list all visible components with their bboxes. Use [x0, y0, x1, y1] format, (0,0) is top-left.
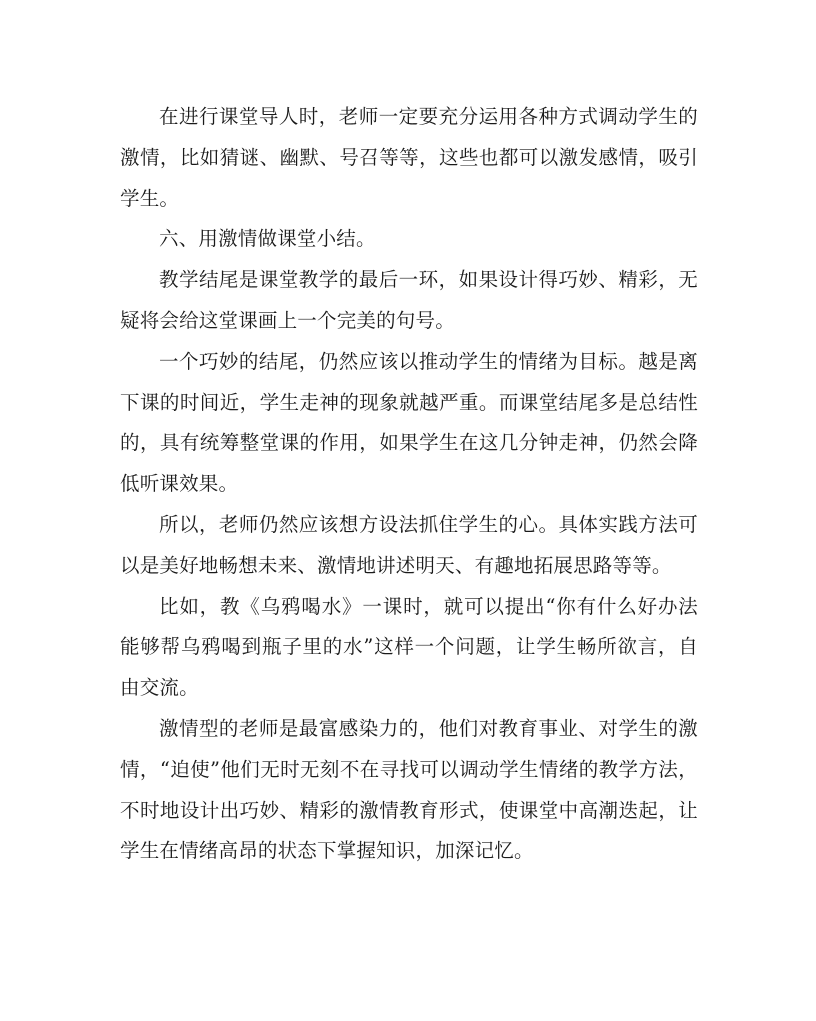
paragraph-example: 比如，教《乌鸦喝水》一课时，就可以提出“你有什么好办法能够帮乌鸦喝到瓶子里的水”这样一个问题，让学生畅所欲言，自由交流。 [120, 594, 698, 700]
section-heading-six: 六、用激情做课堂小结。 [159, 227, 376, 251]
document-body [120, 97, 698, 872]
paragraph-methods: 所以，老师仍然应该想方设法抓住学生的心。具体实践方法可以是美好地畅想未来、激情地讲述明天、有趣地拓展思路等等。 [120, 512, 698, 577]
paragraph-ending: 教学结尾是课堂教学的最后一环，如果设计得巧妙、精彩，无疑将会给这堂课画上一个完美的句号。 [120, 268, 698, 332]
paragraph-conclusion: 激情型的老师是最富感染力的，他们对教育事业、对学生的激情，“迫使”他们无时无刻不在寻找可以调动学生情绪的教学方法，不时地设计出巧妙、精彩的激情教育形式，使课堂中高潮迭起，让学生在情绪高昂的状态下掌握知识，加深记忆。 [120, 716, 698, 863]
paragraph-clever-ending: 一个巧妙的结尾，仍然应该以推动学生的情绪为目标。越是离下课的时间近，学生走神的现象就越严重。而课堂结尾多是总结性的，具有统筹整堂课的作用，如果学生在这几分钟走神，仍然会降低听课效果。 [120, 349, 698, 496]
paragraph-intro-methods: 在进行课堂导人时，老师一定要充分运用各种方式调动学生的激情，比如猜谜、幽默、号召等等，这些也都可以激发感情，吸引学生。 [120, 105, 698, 210]
